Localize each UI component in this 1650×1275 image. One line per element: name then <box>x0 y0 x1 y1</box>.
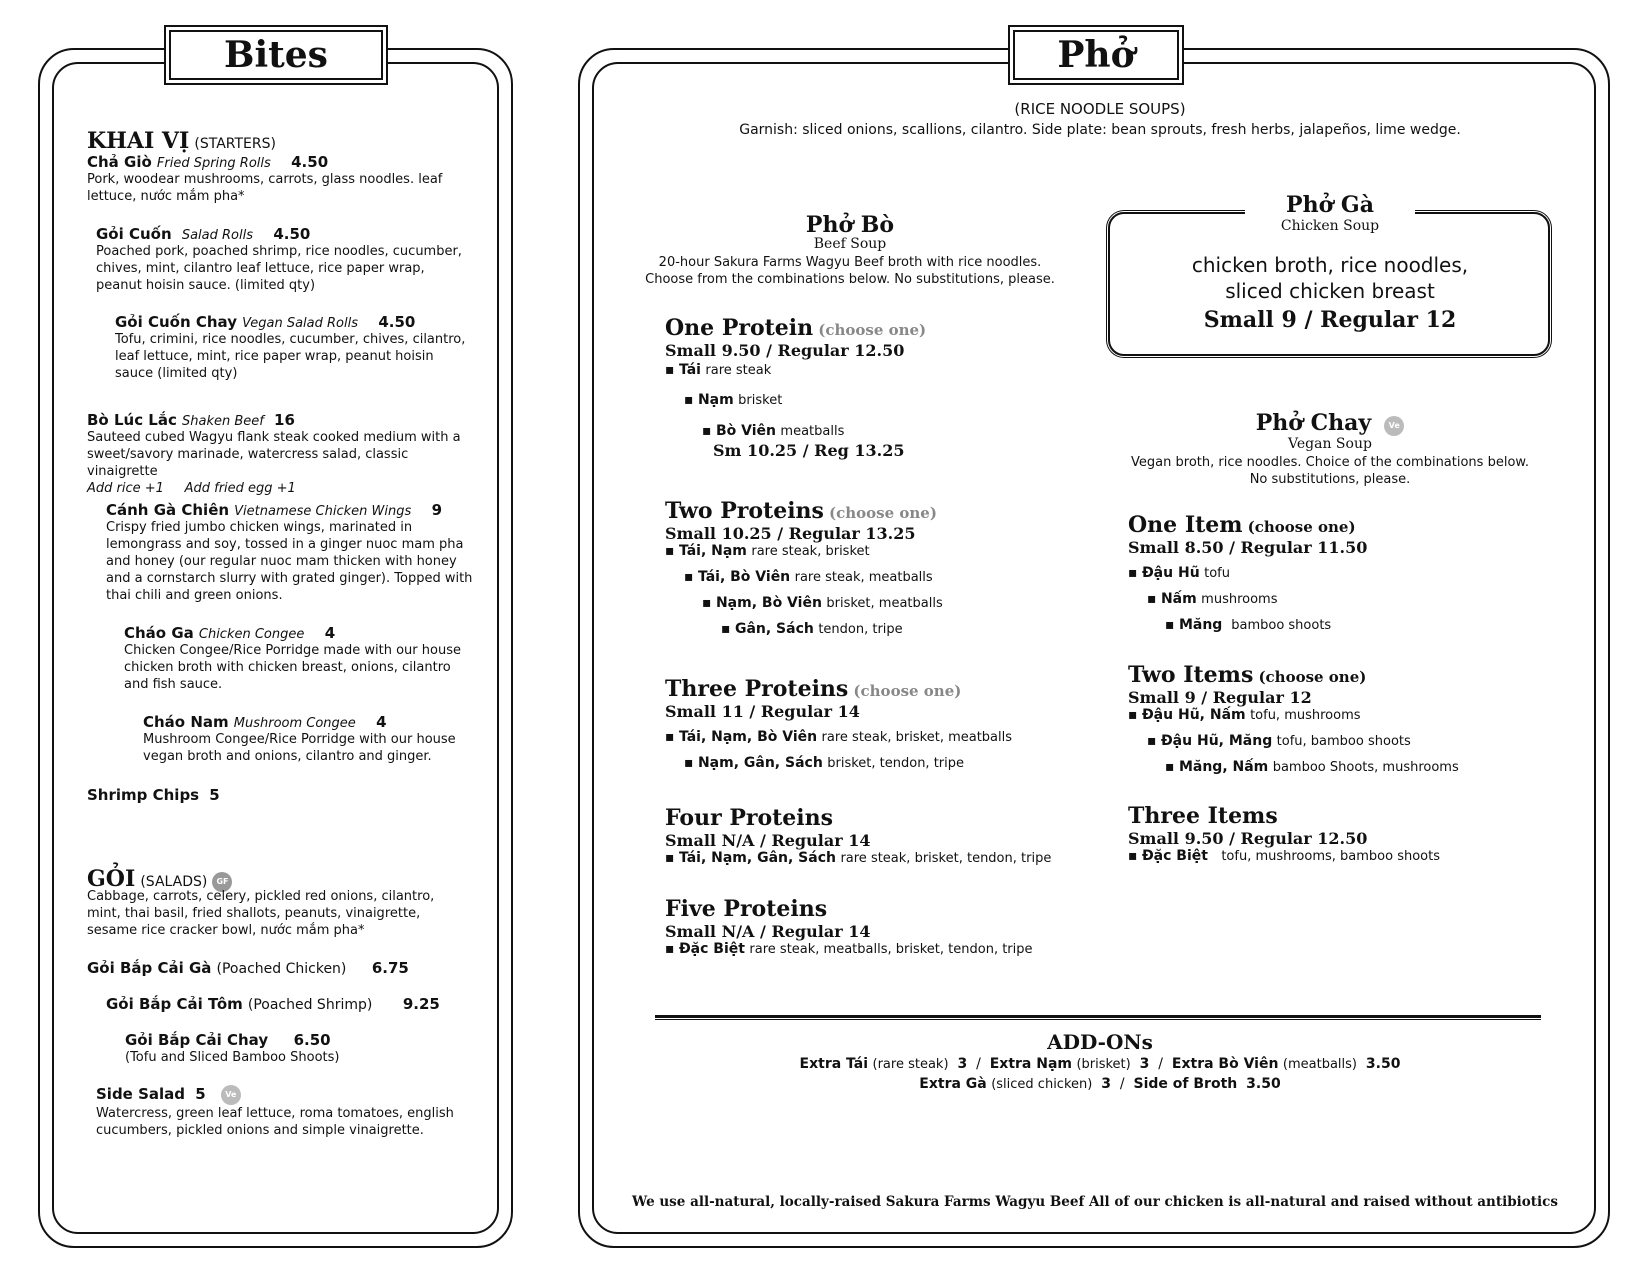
item-en: Shaken Beef <box>181 414 264 429</box>
khaivi-heading <box>87 128 276 154</box>
item-price: 5 <box>195 1085 206 1103</box>
section-size: Small N/A / Regular 14 <box>665 922 871 941</box>
li-name: Nạm <box>697 392 734 408</box>
list-item: ▪ Nạm brisket <box>684 392 783 408</box>
li-desc: tofu, mushrooms <box>1250 708 1361 723</box>
goi-desc: Cabbage, carrots, celery, pickled red onions, cilantro, mint, thai basil, fried shallots, peanuts, vinaigrette, sesame rice cracker bowl, nước mắm pha* <box>87 889 435 938</box>
salad-item <box>106 994 440 1013</box>
item-en: Vegan Salad Rolls <box>242 316 358 331</box>
section-extra-size: Sm 10.25 / Reg 13.25 <box>713 441 905 460</box>
pho-ga-title: Phở Gà <box>1286 192 1374 218</box>
li-name: Nạm, Bò Viên <box>715 595 822 611</box>
pho-bo-sub: Beef Soup <box>813 236 887 252</box>
li-desc: rare steak, brisket <box>751 544 870 559</box>
menu-item <box>96 224 471 294</box>
pho-chay-sub: Vegan Soup <box>1288 436 1372 452</box>
goi-sub: (SALADS) <box>140 874 208 890</box>
addons-line2: Extra Gà (sliced chicken) 3 / Side of Broth 3.50 <box>919 1076 1281 1092</box>
section-size: Small 9.50 / Regular 12.50 <box>1128 829 1368 848</box>
section-size: Small 9 / Regular 12 <box>1128 688 1312 707</box>
li-name: Tái, Nạm, Gân, Sách <box>678 850 836 866</box>
item-en: Mushroom Congee <box>233 716 356 731</box>
li-desc: rare steak, brisket, tendon, tripe <box>840 851 1052 866</box>
menu-item <box>106 500 476 604</box>
pho-bo-title: Phở Bò <box>805 212 895 238</box>
li-name: Măng <box>1178 617 1223 633</box>
li-name: Đậu Hũ <box>1141 565 1200 581</box>
addon-price: 3 <box>957 1056 968 1072</box>
li-desc: bamboo shoots <box>1231 618 1332 633</box>
choose-one: (choose one) <box>818 321 927 339</box>
li-desc: brisket, tendon, tripe <box>827 756 965 771</box>
item-price: 5 <box>209 786 220 804</box>
li-name: Măng, Nấm <box>1178 759 1269 775</box>
li-desc: bamboo Shoots, mushrooms <box>1272 760 1459 775</box>
addons-divider <box>655 1015 1541 1020</box>
list-item: ▪ Bò Viên meatballs <box>702 423 845 439</box>
item-en: Salad Rolls <box>181 228 253 243</box>
item-price: 9 <box>431 501 442 519</box>
pho-chay-title: Phở Chay <box>1255 410 1372 436</box>
addon-name: Extra Tái <box>799 1056 869 1072</box>
item-name: Bò Lúc Lắc <box>87 411 177 429</box>
addon-name: Extra Gà <box>919 1076 987 1092</box>
pho-chay-desc1: Vegan broth, rice noodles. Choice of the combinations below. <box>1131 455 1529 470</box>
li-desc: rare steak <box>705 363 772 378</box>
li-desc: meatballs <box>780 424 845 439</box>
li-name: Tái, Nạm <box>678 543 747 559</box>
choose-one: (choose one) <box>1258 668 1367 686</box>
pho-ga-desc: chicken broth, rice noodles, sliced chicken breast <box>1191 253 1469 303</box>
li-name: Tái, Bò Viên <box>697 569 791 585</box>
section-head: Three Proteins <box>665 676 849 702</box>
li-desc: rare steak, meatballs <box>794 570 933 585</box>
section-size: Small 11 / Regular 14 <box>665 702 860 721</box>
li-desc: tendon, tripe <box>818 622 903 637</box>
pho-chay-two <box>1128 662 1548 775</box>
item-price: 4.50 <box>291 153 329 171</box>
pho-chay-desc2: No substitutions, please. <box>1249 472 1411 487</box>
pho-chay-three <box>1128 803 1548 864</box>
list-item: ▪ Tái rare steak <box>665 362 772 378</box>
addon-note: (sliced chicken) <box>991 1077 1093 1092</box>
menu-item <box>87 785 220 804</box>
menu-item <box>115 312 475 382</box>
li-name: Nấm <box>1160 591 1197 607</box>
li-desc: tofu <box>1204 566 1230 581</box>
item-extra: Add rice +1 Add fried egg +1 <box>87 481 296 496</box>
li-desc: brisket <box>738 393 783 408</box>
choose-one: (choose one) <box>1247 518 1356 536</box>
section-head: Five Proteins <box>665 896 828 922</box>
menu-item <box>87 152 467 205</box>
list-item: ▪ Gân, Sách tendon, tripe <box>721 621 903 637</box>
salad-item <box>125 1030 339 1066</box>
vegan-badge: Ve <box>221 1085 241 1105</box>
list-item: ▪ Nạm, Bò Viên brisket, meatballs <box>702 595 943 611</box>
list-item: ▪ Tái, Nạm, Gân, Sách rare steak, brisket, tendon, tripe <box>665 850 1052 866</box>
list-item: ▪ Đậu Hũ tofu <box>1128 565 1230 581</box>
section-size: Small N/A / Regular 14 <box>665 831 871 850</box>
item-price: 4 <box>376 713 387 731</box>
section-head: One Protein <box>665 315 814 341</box>
addon-price: 3 <box>1139 1056 1150 1072</box>
side-salad-item <box>96 1084 466 1139</box>
item-price: 4.50 <box>378 313 416 331</box>
pho-ga-heading <box>1245 192 1415 234</box>
addon-note: (meatballs) <box>1282 1057 1357 1072</box>
item-name: Chả Giò <box>87 153 152 171</box>
section-head: Four Proteins <box>665 805 834 831</box>
section-size: Small 9.50 / Regular 12.50 <box>665 341 905 360</box>
li-name: Nạm, Gân, Sách <box>697 755 823 771</box>
khaivi-title: KHAI VỊ <box>87 128 190 154</box>
addons-title: ADD-ONs <box>1047 1030 1153 1054</box>
li-desc: brisket, meatballs <box>826 596 943 611</box>
pho-title: Phở <box>1013 30 1179 80</box>
item-price: 16 <box>274 411 295 429</box>
salad-item <box>87 958 409 977</box>
item-name: Side Salad <box>96 1085 186 1103</box>
pho-chay-heading <box>1180 410 1480 436</box>
pho-bo-desc1: 20-hour Sakura Farms Wagyu Beef broth with rice noodles. <box>658 255 1042 270</box>
bites-title: Bites <box>169 30 383 80</box>
addon-price: 3.50 <box>1365 1056 1401 1072</box>
list-item: ▪ Nấm mushrooms <box>1147 591 1278 607</box>
item-desc: Mushroom Congee/Rice Porridge with our house vegan broth and onions, cilantro and ginger. <box>143 732 456 764</box>
menu-item <box>124 623 474 693</box>
pho-bo-three <box>665 676 1085 771</box>
item-name: Cháo Ga <box>124 624 194 642</box>
addon-price: 3 <box>1101 1076 1111 1092</box>
addons-line1: Extra Tái (rare steak) 3 / Extra Nạm (brisket) 3 / Extra Bò Viên (meatballs) 3.50 <box>799 1056 1401 1072</box>
pho-bo-five <box>665 896 1085 957</box>
item-en: (Poached Chicken) <box>216 961 347 977</box>
pho-subtitle: (RICE NOODLE SOUPS) <box>1014 100 1186 118</box>
li-desc: mushrooms <box>1201 592 1278 607</box>
item-desc: Pork, woodear mushrooms, carrots, glass noodles. leaf lettuce, nước mắm pha* <box>87 172 443 204</box>
list-item: ▪ Nạm, Gân, Sách brisket, tendon, tripe <box>684 755 965 771</box>
item-name: Gỏi Cuốn <box>96 225 172 243</box>
item-en: Chicken Congee <box>198 627 305 642</box>
list-item: ▪ Đậu Hũ, Măng tofu, bamboo shoots <box>1147 733 1411 749</box>
item-name: Gỏi Cuốn Chay <box>115 313 237 331</box>
pho-garnish: Garnish: sliced onions, scallions, cilantro. Side plate: bean sprouts, fresh herbs, jalapeños, lime wedge. <box>739 122 1461 138</box>
item-price: 6.75 <box>371 959 409 977</box>
item-en: Fried Spring Rolls <box>156 156 271 171</box>
list-item: ▪ Măng, Nấm bamboo Shoots, mushrooms <box>1165 759 1459 775</box>
item-name: Gỏi Bắp Cải Tôm <box>106 995 243 1013</box>
li-desc: tofu, bamboo shoots <box>1276 734 1411 749</box>
pho-bo-one <box>665 315 1085 460</box>
vegan-badge: Ve <box>1384 416 1404 436</box>
item-desc: Crispy fried jumbo chicken wings, marinated in lemongrass and soy, tossed in a ginger nuoc mam pha and honey (our regular nuoc mam thicken with honey and a cornstarch slurry with grated ginger). Topped with thai chili and green onions. <box>106 520 473 603</box>
item-name: Gỏi Bắp Cải Chay <box>125 1031 269 1049</box>
li-name: Bò Viên <box>715 423 776 439</box>
item-desc: Chicken Congee/Rice Porridge made with our house chicken broth with chicken breast, onions, cilantro and fish sauce. <box>124 643 461 692</box>
pho-bo-two <box>665 498 1085 637</box>
item-price: 4 <box>324 624 336 642</box>
item-desc: Tofu, crimini, rice noodles, cucumber, chives, cilantro, leaf lettuce, mint, rice paper wrap, peanut hoisin sauce (limited qty) <box>115 332 466 381</box>
pho-ga-price: Small 9 / Regular 12 <box>1203 307 1457 333</box>
list-item: ▪ Tái, Bò Viên rare steak, meatballs <box>684 569 933 585</box>
li-name: Tái, Nạm, Bò Viên <box>678 729 818 745</box>
pho-ga-sub: Chicken Soup <box>1280 218 1380 234</box>
section-size: Small 8.50 / Regular 11.50 <box>1128 538 1368 557</box>
list-item: ▪ Tái, Nạm, Bò Viên rare steak, brisket, meatballs <box>665 729 1013 745</box>
li-name: Tái <box>678 362 701 378</box>
li-name: Gân, Sách <box>734 621 814 637</box>
section-head: Three Items <box>1128 803 1278 829</box>
menu-item <box>143 712 478 765</box>
addon-name: Extra Nạm <box>989 1056 1072 1072</box>
pho-chay-one <box>1128 512 1548 633</box>
list-item: ▪ Măng bamboo shoots <box>1165 617 1332 633</box>
section-head: Two Items <box>1128 662 1254 688</box>
section-head: One Item <box>1128 512 1243 538</box>
choose-one: (choose one) <box>829 504 937 522</box>
choose-one: (choose one) <box>853 682 962 700</box>
item-desc: Watercress, green leaf lettuce, roma tomatoes, english cucumbers, pickled onions and simple vinaigrette. <box>96 1105 454 1138</box>
addon-note: (brisket) <box>1076 1057 1131 1072</box>
pho-title-tab <box>1008 25 1184 85</box>
section-size: Small 10.25 / Regular 13.25 <box>665 524 916 543</box>
footer-note: We use all-natural, locally-raised Sakura Farms Wagyu Beef All of our chicken is all-natural and raised without antibiotics <box>632 1194 1558 1210</box>
section-head: Two Proteins <box>665 498 824 524</box>
addon-name: Extra Bò Viên <box>1171 1056 1279 1072</box>
khaivi-sub: (STARTERS) <box>194 136 276 152</box>
item-price: 6.50 <box>293 1031 331 1049</box>
list-item: ▪ Tái, Nạm rare steak, brisket <box>665 543 870 559</box>
item-desc: Poached pork, poached shrimp, rice noodles, cucumber, chives, mint, cilantro leaf lettuce, rice paper wrap, peanut hoisin sauce. (limited qty) <box>96 244 462 293</box>
item-en: (Tofu and Sliced Bamboo Shoots) <box>125 1050 340 1065</box>
pho-bo-desc2: Choose from the combinations below. No substitutions, please. <box>645 272 1055 287</box>
li-name: Đậu Hũ, Nấm <box>1141 707 1246 723</box>
item-name: Cháo Nam <box>143 713 229 731</box>
item-en: (Poached Shrimp) <box>247 997 373 1013</box>
item-name: Cánh Gà Chiên <box>106 501 230 519</box>
li-desc: rare steak, meatballs, brisket, tendon, tripe <box>749 942 1033 957</box>
li-desc: tofu, mushrooms, bamboo shoots <box>1221 849 1441 864</box>
list-item: ▪ Đặc Biệt tofu, mushrooms, bamboo shoots <box>1128 848 1441 864</box>
bites-title-tab <box>164 25 388 85</box>
addon-name: Side of Broth <box>1133 1076 1238 1092</box>
li-name: Đặc Biệt <box>1141 848 1208 864</box>
menu-item <box>87 410 482 497</box>
list-item: ▪ Đặc Biệt rare steak, meatballs, brisket, tendon, tripe <box>665 941 1033 957</box>
item-name: Shrimp Chips <box>87 786 200 804</box>
gluten-free-badge: GF <box>212 872 232 892</box>
item-name: Gỏi Bắp Cải Gà <box>87 959 212 977</box>
addon-note: (rare steak) <box>872 1057 949 1072</box>
pho-bo-four <box>665 805 1085 866</box>
goi-title: GỎI <box>87 866 136 892</box>
item-desc: Sauteed cubed Wagyu flank steak cooked medium with a sweet/savory marinade, watercress salad, classic vinaigrette <box>87 430 461 479</box>
li-name: Đậu Hũ, Măng <box>1160 733 1273 749</box>
item-price: 9.25 <box>402 995 440 1013</box>
item-en: Vietnamese Chicken Wings <box>234 504 412 519</box>
list-item: ▪ Đậu Hũ, Nấm tofu, mushrooms <box>1128 707 1361 723</box>
li-desc: rare steak, brisket, meatballs <box>821 730 1013 745</box>
li-name: Đặc Biệt <box>678 941 745 957</box>
item-price: 4.50 <box>273 225 311 243</box>
addon-price: 3.50 <box>1246 1076 1281 1092</box>
